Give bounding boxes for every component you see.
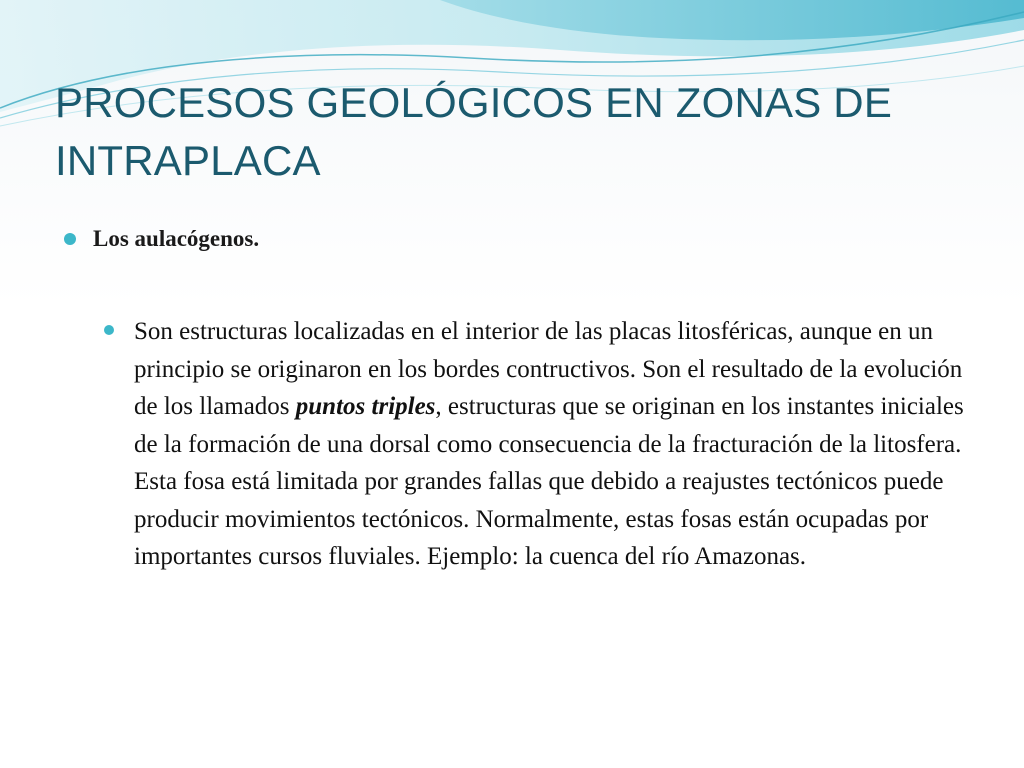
bullet-dot-icon <box>104 325 114 335</box>
bullet-level1-text: Los aulacógenos. <box>93 226 260 251</box>
bullet-level2 <box>104 313 964 576</box>
bullet-level2-paragraph <box>134 313 964 576</box>
slide-title: PROCESOS GEOLÓGICOS EN ZONAS DE INTRAPLACA <box>55 79 893 184</box>
bullet-dot-icon <box>64 233 76 245</box>
paragraph-text-before: Son estructuras localizadas en el interior de las placas litosféricas, aunque en un principio se originaron en los bordes contructivos. Son el resultado de la evolución de los llamados <box>134 318 963 420</box>
paragraph-emphasis: puntos triples <box>295 393 436 420</box>
bullet-level1 <box>64 226 259 252</box>
paragraph-text-after: , estructuras que se originan en los instantes iniciales de la formación de una dorsal como consecuencia de la fracturación de la litosfera. Esta fosa está limitada por grandes fallas que debido a reajustes tectónicos puede producir movimientos tectónicos. Normalmente, estas fosas están ocupadas por importantes cursos fluviales. Ejemplo: la cuenca del río Amazonas. <box>134 393 964 570</box>
